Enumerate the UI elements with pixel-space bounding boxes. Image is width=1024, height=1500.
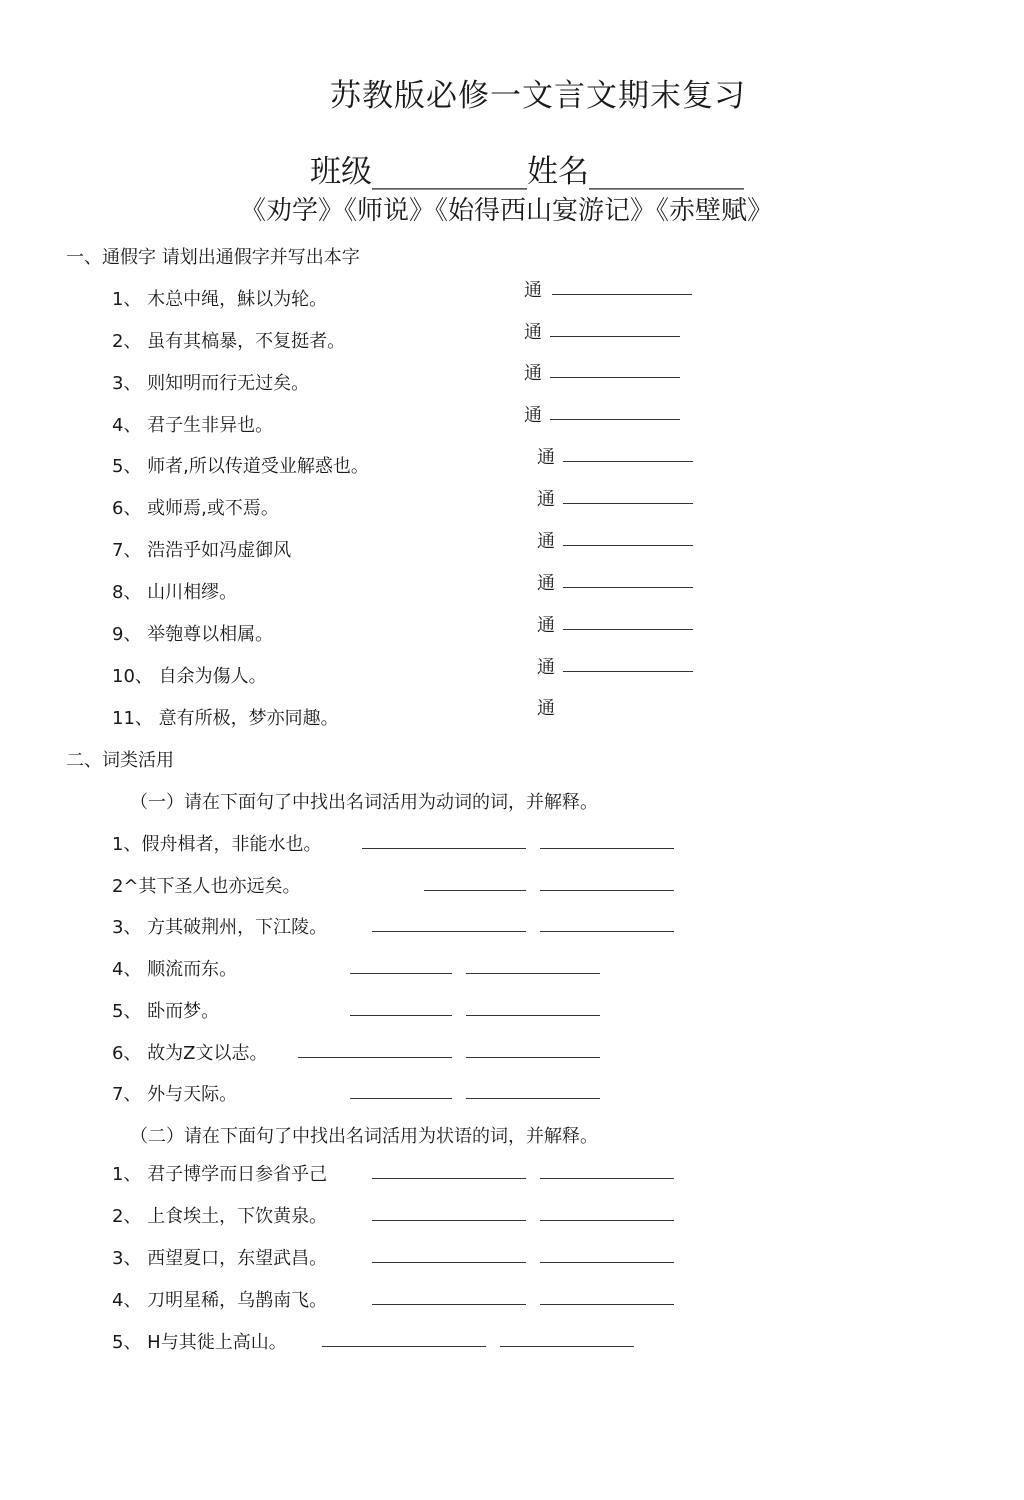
answer-blank[interactable] [550, 377, 680, 378]
answer-blank[interactable] [322, 1346, 486, 1347]
tongjia-item: 5、 师者,所以传道受业解惑也。 [112, 456, 369, 477]
answer-blank[interactable] [550, 336, 680, 337]
answer-blank[interactable] [540, 1262, 674, 1263]
answer-blank[interactable] [372, 1220, 526, 1221]
answer-blank[interactable] [466, 1098, 600, 1099]
tongjia-item: 4、 君子生非异也。 [112, 415, 274, 436]
tongjia-item: 2、 虽有其槁暴，不复挺者。 [112, 331, 346, 352]
huoyong-item: 3、 方其破荆州，下江陵。 [112, 917, 328, 938]
answer-blank[interactable] [372, 931, 526, 932]
answer-blank[interactable] [298, 1057, 452, 1058]
class-blank: __________ [372, 154, 527, 190]
huoyong-item: 7、 外与天际。 [112, 1084, 238, 1105]
huoyong-item: 1、假舟楫者，非能水也。 [112, 834, 322, 855]
tongjia-item: 9、 举匏尊以相属。 [112, 624, 274, 645]
tong-label: 通 [537, 657, 555, 678]
part1-heading: （一）请在下面句了中找出名词活用为动词的词，并解释。 [130, 792, 598, 813]
page-title: 苏教版必修一文言文期末复习 [330, 78, 746, 114]
answer-blank[interactable] [362, 848, 526, 849]
answer-blank[interactable] [550, 419, 680, 420]
name-blank: __________ [589, 154, 744, 190]
tongjia-item: 8、 山川相缪。 [112, 582, 238, 603]
answer-blank[interactable] [424, 890, 526, 891]
tongjia-item: 6、 或师焉,或不焉。 [112, 498, 279, 519]
tong-label: 通 [537, 615, 555, 636]
answer-blank[interactable] [563, 587, 693, 588]
section2-heading: 二、词类活用 [66, 750, 174, 771]
answer-blank[interactable] [350, 1098, 452, 1099]
tong-label: 通 [524, 363, 542, 384]
tong-label: 通 [537, 447, 555, 468]
huoyong-item: 5、 H与其徙上高山。 [112, 1332, 287, 1353]
tong-label: 通 [537, 698, 555, 719]
answer-blank[interactable] [350, 973, 452, 974]
class-label: 班级 [310, 154, 372, 190]
answer-blank[interactable] [563, 671, 693, 672]
answer-blank[interactable] [563, 503, 693, 504]
huoyong-item: 2^其下圣人也亦远矣。 [112, 876, 301, 897]
part2-heading: （二）请在下面句了中找出名词活用为状语的词，并解释。 [130, 1126, 598, 1147]
answer-blank[interactable] [372, 1304, 526, 1305]
tong-label: 通 [537, 573, 555, 594]
tong-label: 通 [524, 280, 542, 301]
answer-blank[interactable] [540, 1178, 674, 1179]
answer-blank[interactable] [540, 931, 674, 932]
answer-blank[interactable] [500, 1346, 634, 1347]
tongjia-item: 11、 意有所极，梦亦同趣。 [112, 708, 339, 729]
tong-label: 通 [537, 489, 555, 510]
answer-blank[interactable] [466, 1015, 600, 1016]
answer-blank[interactable] [350, 1015, 452, 1016]
answer-blank[interactable] [552, 294, 692, 295]
answer-blank[interactable] [466, 1057, 600, 1058]
answer-blank[interactable] [540, 1220, 674, 1221]
answer-blank[interactable] [540, 890, 674, 891]
answer-blank[interactable] [372, 1262, 526, 1263]
huoyong-item: 1、 君子博学而日参省乎己 [112, 1164, 328, 1185]
tongjia-item: 7、 浩浩乎如冯虚御风 [112, 540, 292, 561]
tong-label: 通 [524, 405, 542, 426]
answer-blank[interactable] [372, 1178, 526, 1179]
huoyong-item: 2、 上食埃土，下饮黄泉。 [112, 1206, 328, 1227]
tong-label: 通 [537, 531, 555, 552]
answer-blank[interactable] [563, 545, 693, 546]
tongjia-item: 3、 则知明而行无过矣。 [112, 373, 310, 394]
class-name-line [310, 146, 744, 191]
name-label: 姓名 [527, 154, 589, 190]
tongjia-item: 10、 自余为傷人。 [112, 666, 267, 687]
tongjia-item: 1、 木总中绳，鮇以为轮。 [112, 289, 328, 310]
huoyong-item: 6、 故为Z文以志。 [112, 1043, 268, 1064]
huoyong-item: 4、 顺流而东。 [112, 959, 238, 980]
tong-label: 通 [524, 322, 542, 343]
answer-blank[interactable] [540, 848, 674, 849]
section1-heading: 一、通假字 请划出通假字并写出本字 [66, 247, 360, 268]
answer-blank[interactable] [466, 973, 600, 974]
huoyong-item: 4、 刀明星稀，乌鹊南飞。 [112, 1290, 328, 1311]
huoyong-item: 5、 卧而梦。 [112, 1001, 220, 1022]
book-titles: 《劝学》《师说》《始得西山宴游记》《赤壁赋》 [240, 196, 774, 226]
answer-blank[interactable] [563, 461, 693, 462]
huoyong-item: 3、 西望夏口，东望武昌。 [112, 1248, 328, 1269]
answer-blank[interactable] [540, 1304, 674, 1305]
answer-blank[interactable] [563, 629, 693, 630]
